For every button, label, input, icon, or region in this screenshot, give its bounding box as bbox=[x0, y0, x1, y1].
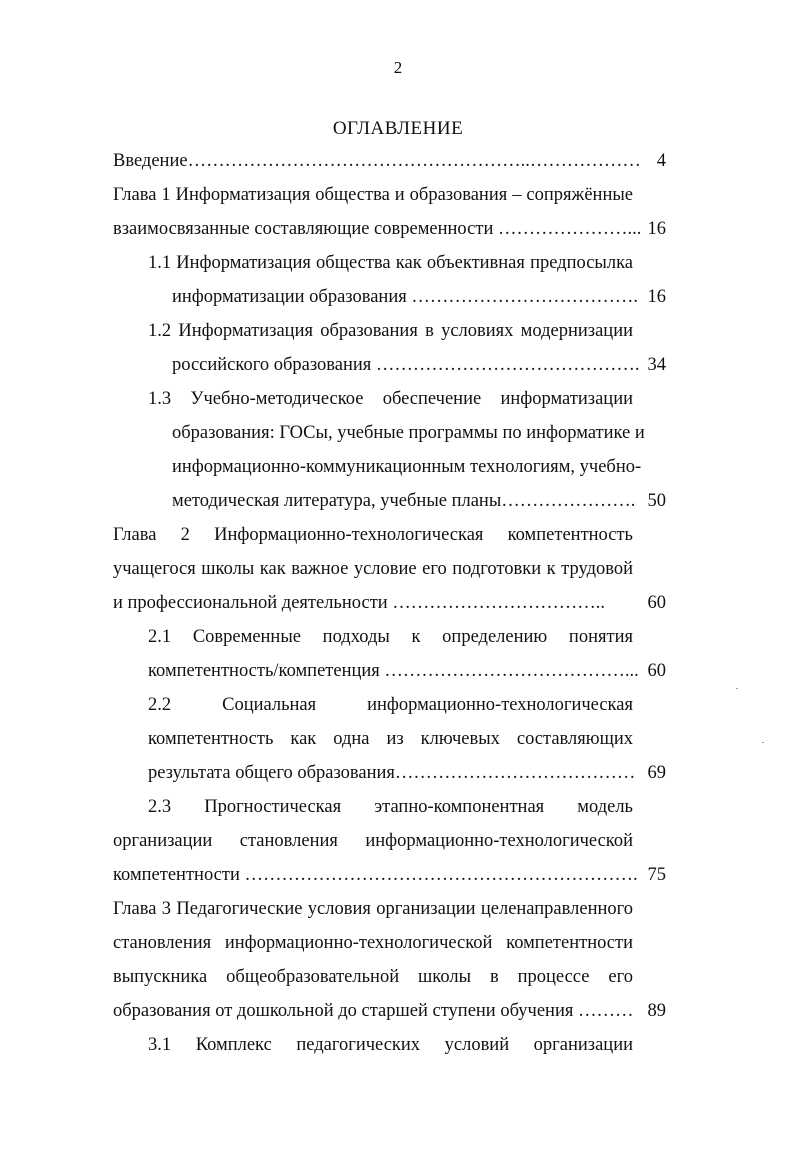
toc-entry-section-3-1[interactable]: 3.1 Комплекс педагогических условий организации bbox=[148, 1035, 633, 1055]
toc-entry-section-1-3-cont[interactable]: образования: ГОСы, учебные программы по информатике и bbox=[172, 423, 645, 443]
toc-entry-section-1-1[interactable]: 1.1 Информатизация общества как объективная предпосылка bbox=[148, 253, 633, 273]
toc-page-number: 75 bbox=[647, 865, 666, 885]
page-number: 2 bbox=[393, 58, 403, 77]
toc-entry-chapter-3-cont[interactable]: становления информационно-технологической компетентности bbox=[113, 933, 633, 953]
toc-page-number: 60 bbox=[647, 661, 666, 681]
toc-entry-chapter-2-cont[interactable]: учащегося школы как важное условие его подготовки к трудовой bbox=[113, 559, 633, 579]
toc-entry-section-1-3[interactable]: 1.3 Учебно-методическое обеспечение информатизации bbox=[148, 389, 633, 409]
toc-entry-chapter-3[interactable]: Глава 3 Педагогические условия организации целенаправленного bbox=[113, 899, 633, 919]
toc-page-number: 16 bbox=[647, 287, 666, 307]
toc-entry-section-2-3-cont[interactable]: компетентности ………………………………………………………. bbox=[113, 865, 638, 885]
toc-page-number: 16 bbox=[647, 219, 666, 239]
toc-entry-chapter-2-cont[interactable]: и профессиональной деятельности …………………………….. bbox=[113, 593, 606, 613]
toc-title: ОГЛАВЛЕНИЕ bbox=[332, 118, 464, 139]
toc-entry-chapter-1-cont[interactable]: взаимосвязанные составляющие современности …………………... bbox=[113, 219, 642, 239]
toc-entry-section-2-2-cont[interactable]: результата общего образования………………………………… bbox=[148, 763, 636, 783]
toc-entry-section-2-3[interactable]: 2.3 Прогностическая этапно-компонентная модель bbox=[148, 797, 633, 817]
toc-page-number: 34 bbox=[647, 355, 666, 375]
toc-entry-section-2-2[interactable]: 2.2 Социальная информационно-технологическая bbox=[148, 695, 633, 715]
toc-page-number: 50 bbox=[647, 491, 666, 511]
toc-entry-section-1-2[interactable]: 1.2 Информатизация образования в условиях модернизации bbox=[148, 321, 633, 341]
scan-speck bbox=[762, 742, 764, 743]
toc-entry-section-1-2-cont[interactable]: российского образования ……………………………………. bbox=[172, 355, 640, 375]
toc-page-number: 4 bbox=[656, 151, 666, 171]
toc-entry-chapter-3-cont[interactable]: образования от дошкольной до старшей ступени обучения ……… bbox=[113, 1001, 634, 1021]
toc-entry-section-2-2-cont[interactable]: компетентность как одна из ключевых составляющих bbox=[148, 729, 633, 749]
toc-entry-section-1-3-cont[interactable]: методическая литература, учебные планы…………………. bbox=[172, 491, 636, 511]
toc-entry-section-1-3-cont[interactable]: информационно-коммуникационным технологиям, учебно- bbox=[172, 457, 642, 477]
toc-entry-section-2-1[interactable]: 2.1 Современные подходы к определению понятия bbox=[148, 627, 633, 647]
toc-entry-introduction[interactable]: Введение………………………………………………..……………… bbox=[113, 151, 641, 171]
toc-entry-chapter-2[interactable]: Глава 2 Информационно-технологическая компетентность bbox=[113, 525, 633, 545]
toc-entry-section-1-1-cont[interactable]: информатизации образования ………………………………. bbox=[172, 287, 638, 307]
toc-entry-chapter-3-cont[interactable]: выпускника общеобразовательной школы в процессе его bbox=[113, 967, 633, 987]
toc-page-number: 69 bbox=[647, 763, 666, 783]
scan-speck bbox=[736, 688, 738, 689]
toc-entry-section-2-1-cont[interactable]: компетентность/компетенция …………………………………... bbox=[148, 661, 639, 681]
toc-entry-section-2-3-cont[interactable]: организации становления информационно-технологической bbox=[113, 831, 633, 851]
toc-page-number: 60 bbox=[647, 593, 666, 613]
toc-entry-chapter-1[interactable]: Глава 1 Информатизация общества и образования – сопряжённые bbox=[113, 185, 633, 205]
toc-page-number: 89 bbox=[647, 1001, 666, 1021]
